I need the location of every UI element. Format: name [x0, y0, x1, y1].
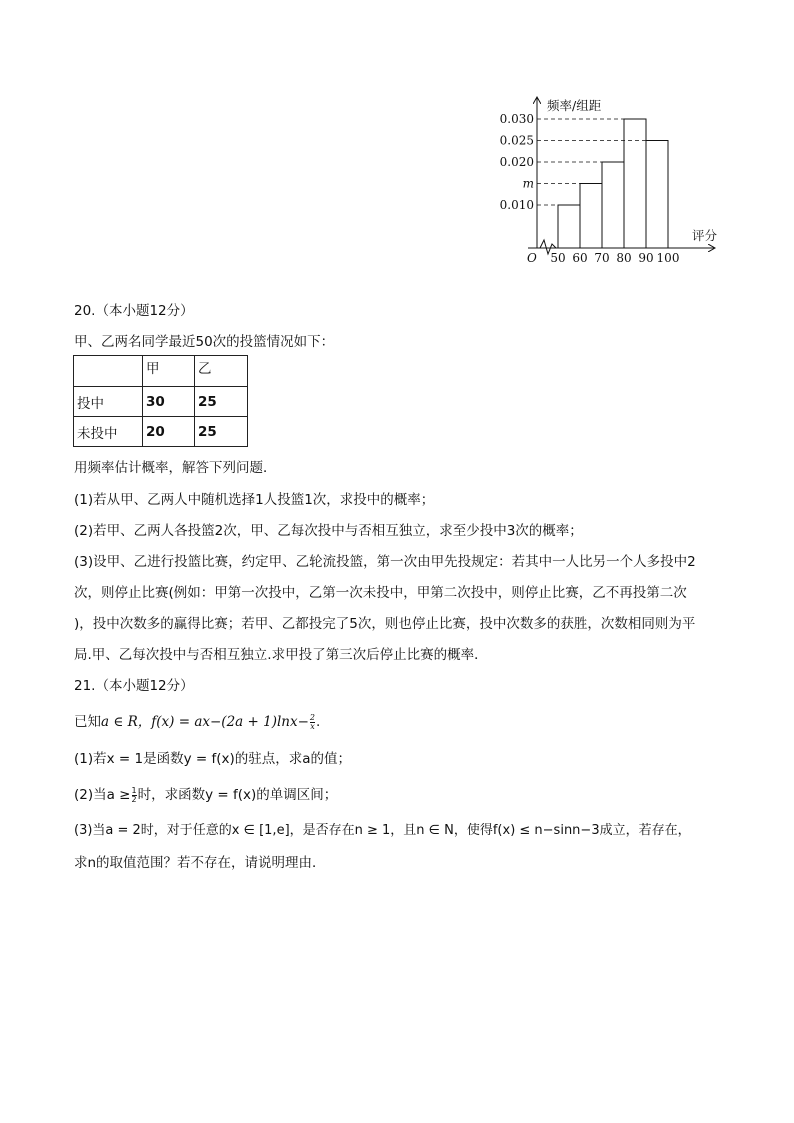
- histogram-bar: [558, 205, 580, 248]
- histogram-bar: [624, 119, 646, 248]
- origin-label: O: [527, 251, 537, 265]
- q21-given-formula: a ∈ R，f(x) = ax−(2a + 1)lnx−: [101, 714, 309, 730]
- fraction-numerator: 2: [309, 712, 315, 722]
- x-tick-label: 60: [572, 251, 588, 265]
- histogram-bar: [646, 141, 668, 249]
- y-tick-label: 0.020: [499, 155, 534, 169]
- q20-part3-line2: 次，则停止比赛(例如：甲第一次投中，乙第一次未投中，甲第二次投中，则停止比赛，乙不再投第二次: [74, 585, 687, 601]
- histogram-bar: [602, 162, 624, 248]
- table-row: [74, 417, 248, 447]
- y-tick-label: 0.025: [499, 133, 534, 148]
- q21-part2: [74, 783, 337, 804]
- q20-instruction: 用频率估计概率，解答下列问题．: [74, 460, 277, 476]
- table-header-row: [74, 356, 248, 387]
- q21-part2-prefix: (2)当a ≥: [74, 787, 131, 803]
- x-tick-label: 70: [594, 251, 610, 265]
- q21-given: [74, 710, 320, 731]
- x-tick-label: 100: [656, 251, 680, 265]
- table-cell: 25: [195, 417, 248, 447]
- q21-part2-suffix: 时，求函数y = f(x)的单调区间；: [137, 787, 338, 803]
- y-tick-label: 0.030: [499, 112, 534, 126]
- shots-table: [73, 355, 248, 447]
- q20-intro: 甲、乙两名同学最近50次的投篮情况如下：: [74, 334, 335, 350]
- q20-part2: (2)若甲、乙两人各投篮2次，甲、乙每次投中与否相互独立，求至少投中3次的概率；: [74, 523, 583, 539]
- table-header-cell: 甲: [143, 356, 195, 387]
- q20-title: 20.（本小题12分）: [74, 303, 194, 319]
- q20-part3-line4: 局.甲、乙每次投中与否相互独立.求甲投了第三次后停止比赛的概率．: [74, 647, 488, 663]
- q21-fraction: [310, 714, 315, 731]
- q21-title: 21.（本小题12分）: [74, 678, 194, 694]
- table-cell: 20: [143, 417, 195, 447]
- table-cell: 25: [195, 387, 248, 417]
- q21-part3-line1: (3)当a = 2时，对于任意的x ∈ [1,e]，是否存在n ≥ 1，且n ∈ N，使得f(x) ≤ n−sinn−3成立，若存在，: [74, 823, 691, 838]
- q21-part3-line2: 求n的取值范围？若不存在，请说明理由．: [74, 855, 326, 871]
- fraction-denominator: x: [310, 721, 315, 731]
- q21-given-prefix: 已知: [74, 714, 101, 730]
- q21-part2-fraction: [132, 787, 137, 804]
- table-row: [74, 387, 248, 417]
- q21-part1: (1)若x = 1是函数y = f(x)的驻点，求a的值；: [74, 751, 352, 767]
- fraction-denominator: 2: [131, 794, 137, 804]
- fraction-numerator: 1: [131, 785, 137, 795]
- x-tick-label: 90: [638, 251, 654, 265]
- table-cell: 投中: [74, 387, 143, 417]
- histogram-bar: [580, 184, 602, 249]
- table-header-cell: [74, 356, 143, 387]
- x-tick-label: 50: [550, 251, 566, 265]
- y-tick-label: m: [522, 176, 534, 191]
- q20-part3-line3: )，投中次数多的赢得比赛；若甲、乙都投完了5次，则也停止比赛，投中次数多的获胜，次数相同则为平: [74, 616, 696, 632]
- q20-part1: (1)若从甲、乙两人中随机选择1人投篮1次，求投中的概率；: [74, 492, 435, 508]
- q21-given-end: .: [316, 714, 321, 730]
- q20-part3-line1: (3)设甲、乙进行投篮比赛，约定甲、乙轮流投篮，第一次由甲先投规定：若其中一人比另一个人多投中2: [74, 554, 696, 570]
- table-cell: 未投中: [74, 417, 143, 447]
- y-axis-label: 频率/组距: [547, 98, 602, 113]
- x-tick-label: 80: [616, 251, 632, 265]
- x-axis-label: 评分: [692, 228, 718, 243]
- table-header-cell: 乙: [195, 356, 248, 387]
- y-tick-label: 0.010: [499, 198, 534, 212]
- frequency-histogram: [490, 88, 730, 268]
- table-cell: 30: [143, 387, 195, 417]
